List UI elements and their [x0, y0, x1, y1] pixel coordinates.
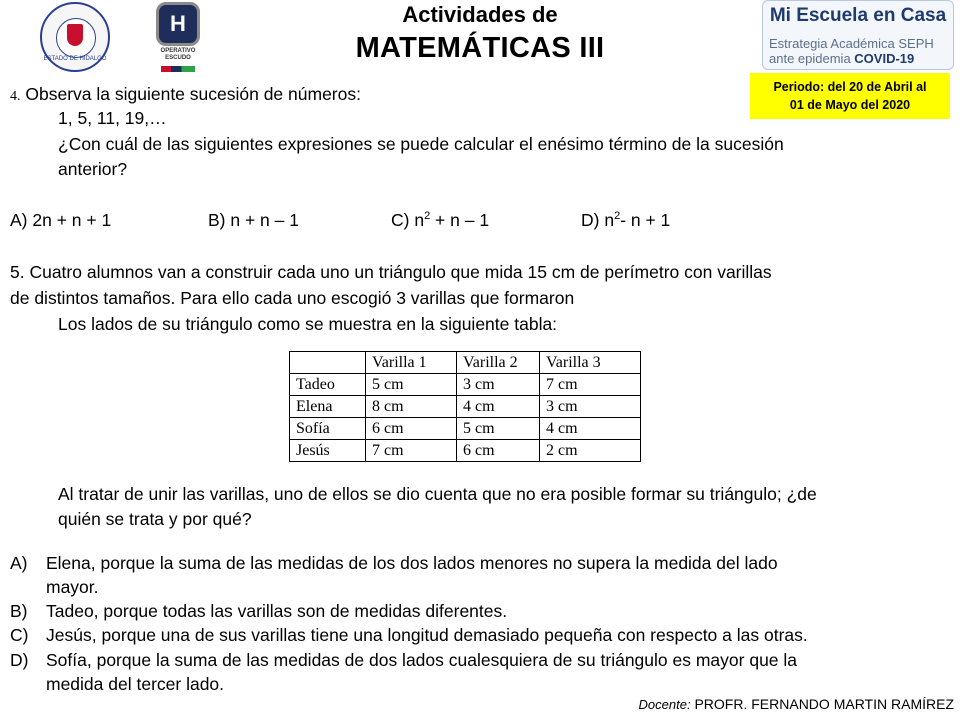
q4-option-d-rest: - n + 1	[620, 210, 671, 230]
q4-option-c-rest: + n – 1	[430, 210, 490, 230]
q5-after-line-1: Al tratar de unir las varillas, uno de ellos se dio cuenta que no era posible formar su triángulo; ¿de	[58, 484, 817, 504]
table-row	[290, 374, 641, 396]
docente-name: PROFR. FERNANDO MARTIN RAMÍREZ	[690, 696, 954, 712]
q5-after-line-2: quién se trata y por qué?	[58, 509, 252, 529]
q5-line-3: Los lados de su triángulo como se muestra en la siguiente tabla:	[58, 314, 558, 334]
q4-option-d-base: D) n	[581, 210, 615, 230]
q4-option-d-exponent: 2	[614, 210, 621, 223]
table-cell: 6 cm	[457, 440, 540, 462]
table-row	[290, 418, 641, 440]
table-cell: 5 cm	[366, 374, 457, 396]
answer-d-line-1: Sofía, porque la suma de las medidas de dos lados cualesquiera de su triángulo es mayor que la	[46, 650, 798, 670]
table-cell: 8 cm	[366, 396, 457, 418]
q4-option-d	[581, 208, 670, 232]
mi-escuela-en-casa-logo	[762, 0, 954, 70]
table-cell: 7 cm	[540, 374, 641, 396]
answer-b-line-1: Tadeo, porque todas las varillas son de medidas diferentes.	[46, 601, 508, 621]
period-line-2: 01 de Mayo del 2020	[789, 98, 911, 112]
answer-d-letter: D)	[10, 650, 29, 670]
table-cell: Elena	[290, 396, 366, 418]
answer-a-line-1: Elena, porque la suma de las medidas de los dos lados menores no supera la medida del lado	[46, 553, 778, 573]
table-cell: 7 cm	[366, 440, 457, 462]
table-cell: 3 cm	[540, 396, 641, 418]
q5-line-1: 5. Cuatro alumnos van a construir cada uno un triángulo que mida 15 cm de perímetro con varillas	[10, 262, 772, 282]
table-row	[290, 440, 641, 462]
table-header-cell: Varilla 3	[540, 352, 641, 374]
table-cell: Tadeo	[290, 374, 366, 396]
teacher-credit	[639, 696, 954, 712]
mec-epidemic-prefix: ante epidemia	[769, 51, 851, 66]
table-header-cell	[290, 352, 366, 374]
table-cell: 5 cm	[457, 418, 540, 440]
mec-strategy: Estrategia Académica SEPH	[769, 36, 934, 51]
q4-question-line-1: ¿Con cuál de las siguientes expresiones se puede calcular el enésimo término de la sucesión	[58, 134, 784, 154]
partner-logos-strip	[161, 66, 195, 72]
escudo-label: OPERATIVO ESCUDO	[160, 48, 196, 61]
q4-prompt	[10, 82, 361, 109]
q4-option-b: B) n + n – 1	[208, 210, 299, 230]
q4-question-line-2: anterior?	[58, 159, 128, 179]
q4-option-a: A) 2n + n + 1	[10, 210, 112, 230]
answer-a-letter: A)	[10, 553, 28, 573]
answer-a-line-2: mayor.	[46, 577, 99, 597]
table-cell: 2 cm	[540, 440, 641, 462]
table-header-cell: Varilla 1	[366, 352, 457, 374]
mec-brand: Mi Escuela en Casa	[769, 5, 947, 26]
answer-c-letter: C)	[10, 625, 29, 645]
q4-prompt-text: Observa la siguiente sucesión de números:	[25, 84, 361, 104]
seal-text: ESTADO DE HIDALGO	[43, 56, 107, 62]
table-cell: 4 cm	[540, 418, 641, 440]
q4-option-c	[391, 208, 489, 232]
table-cell: Jesús	[290, 440, 366, 462]
answer-c-line-1: Jesús, porque una de sus varillas tiene una longitud demasiado pequeña con respecto a las otras.	[46, 625, 808, 645]
period-box	[750, 73, 950, 119]
docente-label: Docente:	[638, 697, 691, 712]
q4-option-c-exponent: 2	[424, 210, 431, 223]
table-header-row	[290, 352, 641, 374]
mec-covid: COVID-19	[854, 51, 915, 66]
q4-number: 4.	[10, 89, 21, 104]
table-cell: 6 cm	[366, 418, 457, 440]
escudo-letter: H	[170, 11, 186, 36]
table-cell: 3 cm	[457, 374, 540, 396]
table-row	[290, 396, 641, 418]
period-line-1: Periodo: del 20 de Abril al	[773, 80, 927, 94]
table-cell: 4 cm	[457, 396, 540, 418]
mec-epidemic	[769, 51, 914, 66]
answer-b-letter: B)	[10, 601, 28, 621]
q5-line-2: de distintos tamaños. Para ello cada uno escogió 3 varillas que formaron	[10, 288, 575, 308]
title-line-1: Actividades de	[402, 2, 558, 27]
q4-sequence: 1, 5, 11, 19,…	[58, 108, 167, 128]
table-cell: Sofía	[290, 418, 366, 440]
answer-d-line-2: medida del tercer lado.	[46, 674, 225, 694]
q4-option-c-base: C) n	[391, 210, 425, 230]
title-line-2: MATEMÁTICAS III	[355, 32, 605, 64]
rods-table	[289, 351, 641, 462]
table-header-cell: Varilla 2	[457, 352, 540, 374]
